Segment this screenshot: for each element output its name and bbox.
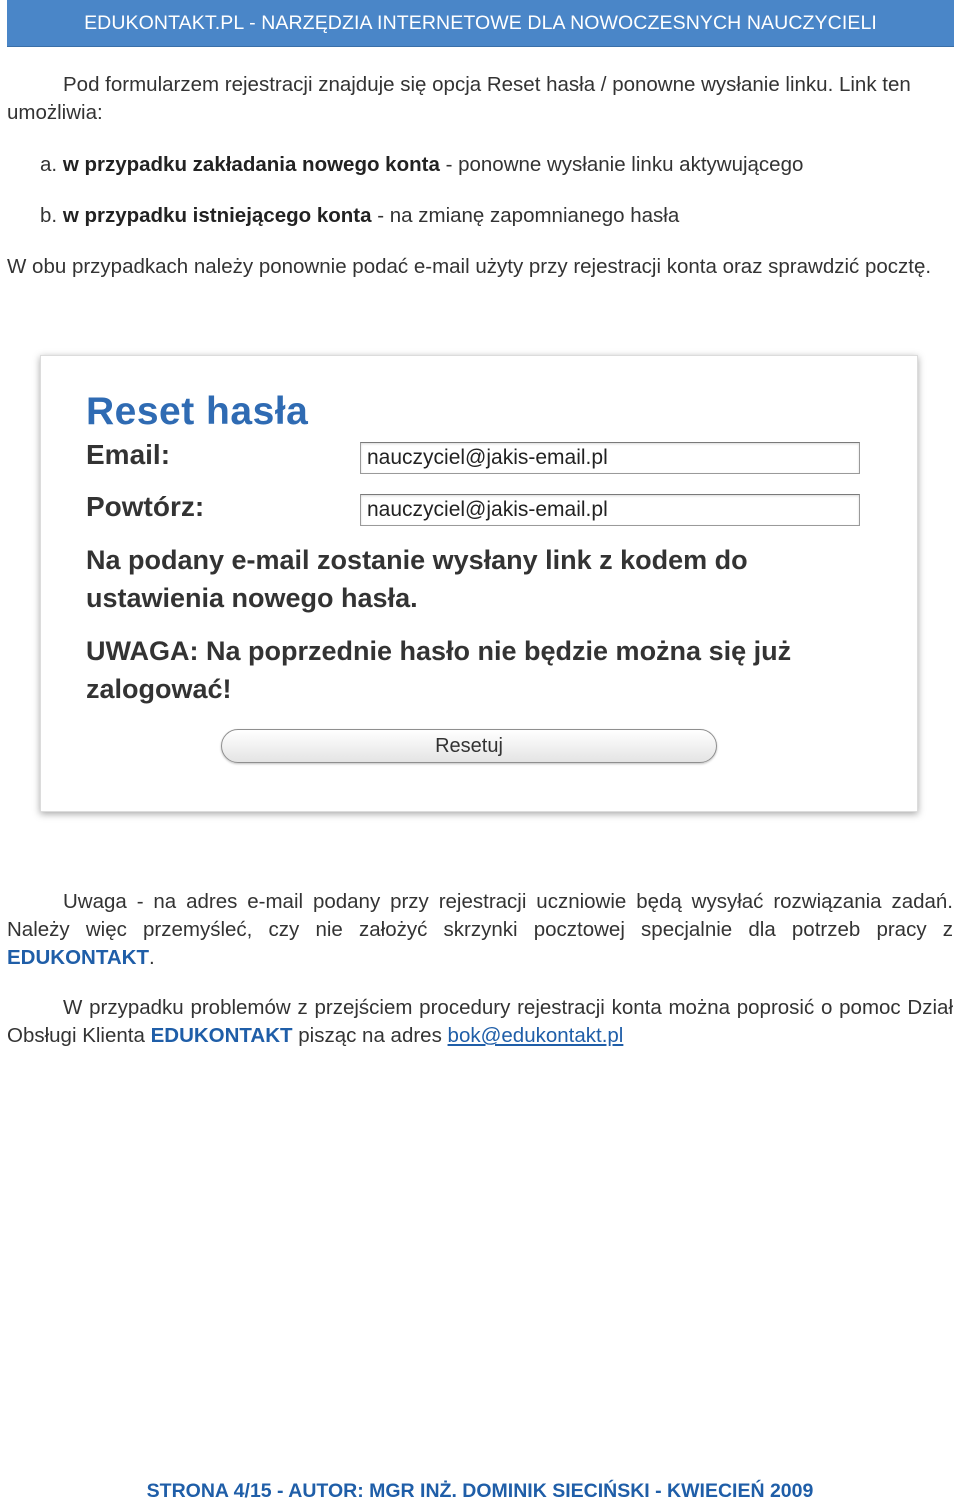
- intro-text: Pod formularzem rejestracji znajduje się opcja Reset hasła / ponowne wysłanie linku. Link ten umożliwia:: [7, 73, 911, 124]
- email-input[interactable]: [360, 442, 860, 474]
- reset-button[interactable]: Resetuj: [221, 729, 717, 763]
- brand-name: EDUKONTAKT: [150, 1024, 293, 1047]
- both-cases-paragraph: W obu przypadkach należy ponownie podać e-mail użyty przy rejestracji konta oraz sprawdzić pocztę.: [7, 255, 932, 278]
- intro-paragraph: [7, 71, 953, 127]
- reset-form-title: Reset hasła: [86, 390, 309, 433]
- help-text: W przypadku problemów z przejściem procedury rejestracji konta można poprosić o pomoc Dział Obsługi Klienta: [7, 996, 953, 1047]
- repeat-email-input[interactable]: [360, 494, 860, 526]
- note-paragraph: Uwaga - na adres e-mail podany przy rejestracji uczniowie będą wysyłać rozwiązania zadań. Należy więc przemyśleć, czy nie założyć skrzynki pocztowej specjalnie dla potrzeb pracy z EDUKONTAKT.: [7, 890, 953, 969]
- email-label: Email:: [86, 439, 171, 470]
- reset-info-text: Na podany e-mail zostanie wysłany link z kodem do ustawienia nowego hasła.: [86, 545, 748, 613]
- page-header: EDUKONTAKT.PL - NARZĘDZIA INTERNETOWE DLA NOWOCZESNYCH NAUCZYCIELI: [7, 0, 954, 47]
- option-a: a. w przypadku zakładania nowego konta - ponowne wysłanie linku aktywującego: [40, 153, 804, 176]
- page-footer: STRONA 4/15 - AUTOR: MGR INŻ. DOMINIK SIECIŃSKI - KWIECIEŃ 2009: [146, 1480, 814, 1502]
- help-paragraph: W przypadku problemów z przejściem procedury rejestracji konta można poprosić o pomoc Dział Obsługi Klienta EDUKONTAKT pisząc na adres bok@edukontakt.pl: [7, 996, 953, 1047]
- note-text: Uwaga - na adres e-mail podany przy rejestracji uczniowie będą wysyłać rozwiązania zadań. Należy więc przemyśleć, czy nie założyć skrzynki pocztowej specjalnie dla potrzeb pracy z: [7, 890, 953, 941]
- support-email-link[interactable]: bok@edukontakt.pl: [447, 1024, 624, 1047]
- option-b: b. w przypadku istniejącego konta - na zmianę zapomnianego hasła: [40, 204, 680, 227]
- brand-name: EDUKONTAKT: [7, 946, 149, 969]
- repeat-email-label: Powtórz:: [86, 491, 205, 522]
- reset-password-screenshot: [40, 355, 918, 812]
- reset-warning-text: UWAGA: Na poprzednie hasło nie będzie można się już zalogować!: [86, 636, 792, 704]
